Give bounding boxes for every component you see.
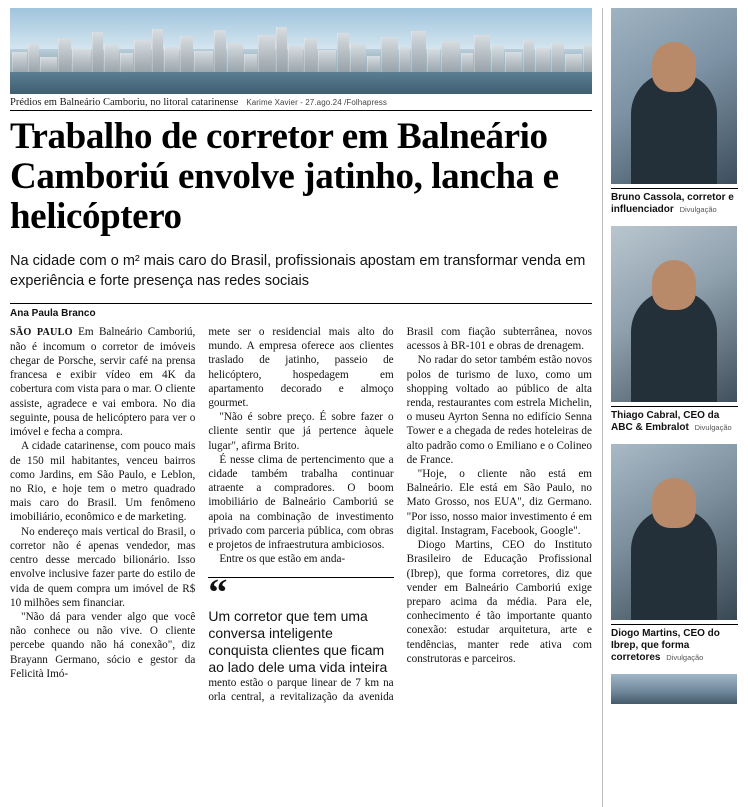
article-subhead: Na cidade com o m² mais caro do Brasil, profissionais apostam em transformar venda em experiência e forte presença nas redes sociais	[10, 252, 586, 289]
paragraph: Diogo Martins, CEO do Instituto Brasileiro de Educação Profissional (Ibrep), que forma corretores, diz que vender em Balneário Camboriú exige preparo acima da média. Para ele, conhecimento é tão importante quanto conexão: estudar arquitetura, arte e tendências, manter rede ativa com construtoras e parceiros.	[406, 539, 592, 665]
photo-credit: Karime Xavier - 27.ago.24 /Folhapress	[246, 98, 387, 107]
rail-item	[611, 8, 738, 216]
rail-item	[611, 674, 738, 704]
article-headline: Trabalho de corretor em Balneário Camboriú envolve jatinho, lancha e helicóptero	[10, 116, 559, 237]
rail-credit: Divulgação	[666, 653, 704, 662]
rail-caption	[611, 406, 738, 434]
pullquote-text: Um corretor que tem uma conversa inteligente conquista clientes que ficam ao lado dele uma vida inteira	[208, 607, 388, 675]
paragraph: No endereço mais vertical do Brasil, o corretor não é apenas vendedor, mas centro desse mercado bilionário. Isso envolve inclusive fazer parte do estilo de vida de quem compra um imóvel de R$ 10 milhões sem financiar.	[10, 525, 196, 609]
rail-caption-text: Diogo Martins, CEO do Ibrep, que forma corretores	[611, 628, 720, 663]
paragraph: No radar do setor também estão novos polos de turismo de luxo, como um shopping voltado ao público de alta renda, restaurantes com estrela Michelin, o museu Ayrton Senna no edifício Senna Tower e a chegada de redes hoteleiras de alto padrão como o Emiliano e o Colineo de France.	[406, 354, 592, 466]
rail-item	[611, 444, 738, 664]
quote-mark-icon: “	[208, 571, 228, 614]
paragraph: mete ser o residencial mais alto do mundo. A empresa oferece aos clientes traslado de jatinho, passeio de helicóptero, hospedagem em apartamento decorado e almoço gourmet.	[208, 325, 394, 409]
photo-caption-row	[10, 94, 592, 111]
portrait-thiago-cabral	[611, 226, 737, 402]
portrait-diogo-martins	[611, 444, 737, 620]
dateline: SÃO PAULO	[10, 326, 73, 338]
paragraph: "Não dá para vender algo que você não conhece ou não vive. O cliente percebe quando não há conexão", diz Brayann Germano, sócio e gestor da Felicità Imó-	[10, 610, 196, 680]
article-body-columns	[10, 325, 592, 705]
paragraph	[10, 325, 195, 439]
photo-caption: Prédios em Balneário Camboriu, no litoral catarinense	[10, 97, 239, 108]
portrait-fourth-partial	[611, 674, 737, 704]
sea-region	[10, 72, 592, 94]
rail-caption	[611, 624, 738, 664]
rail-caption-text: Thiago Cabral, CEO da ABC & Embralot	[611, 410, 720, 433]
pullquote	[208, 571, 393, 676]
article-byline: Ana Paula Branco	[10, 303, 592, 319]
right-rail	[602, 8, 738, 807]
paragraph-text: Em Balneário Camboriú, não é incomum o corretor de imóveis chegar de Porsche, servir café na prensa francesa e exibir vídeo em 4K da cobertura com vista para o mar. O cliente assiste, agradece e vai embora. No dia seguinte, pousa de helicóptero para ver o imóvel e fecha a compra.	[10, 325, 196, 439]
paragraph: "Hoje, o cliente não está em Balneário. Ele está em São Paulo, no Mato Grosso, nos EUA", diz Germano. "Por isso, nosso maior investimento é em digital. Instagram, Facebook, Google".	[406, 468, 592, 537]
rail-credit: Divulgação	[694, 423, 732, 432]
portrait-bruno-cassola	[611, 8, 737, 184]
rail-caption-text: Bruno Cassola, corretor e influenciador	[611, 192, 734, 215]
skyline-region	[10, 24, 592, 77]
rail-credit: Divulgação	[679, 205, 717, 214]
rail-item	[611, 226, 738, 434]
paragraph: A cidade catarinense, com pouco mais de 150 mil habitantes, venceu bairros como Jardins, em São Paulo, e Leblon, no Rio, e hoje tem o metro quadrado mais caro do Brasil. Um fenômeno imobiliário, econômico e de marketing.	[10, 440, 196, 524]
paragraph: mento estão o parque linear de 7 km na orla central, a revitalização da avenida Brasil com fiação subterrânea, novos acessos à BR-101 e obras de drenagem.	[208, 325, 592, 704]
main-column	[10, 8, 602, 807]
paragraph: "Não é sobre preço. É sobre fazer o cliente sentir que já pertence àquele lugar", afirma Brito.	[208, 411, 394, 452]
balneario-camboriu-skyline-photo	[10, 8, 592, 94]
paragraph: É nesse clima de pertencimento que a cidade também trabalha continuar atraente a compradores. O boom imobiliário de Balneário Camboriú se apoia na combinação de investimento privado com parceria pública, com obras e projetos de infraestrutura ambiciosos.	[208, 453, 394, 552]
rail-caption	[611, 188, 738, 216]
paragraph: Entre os que estão em anda-	[219, 553, 346, 566]
